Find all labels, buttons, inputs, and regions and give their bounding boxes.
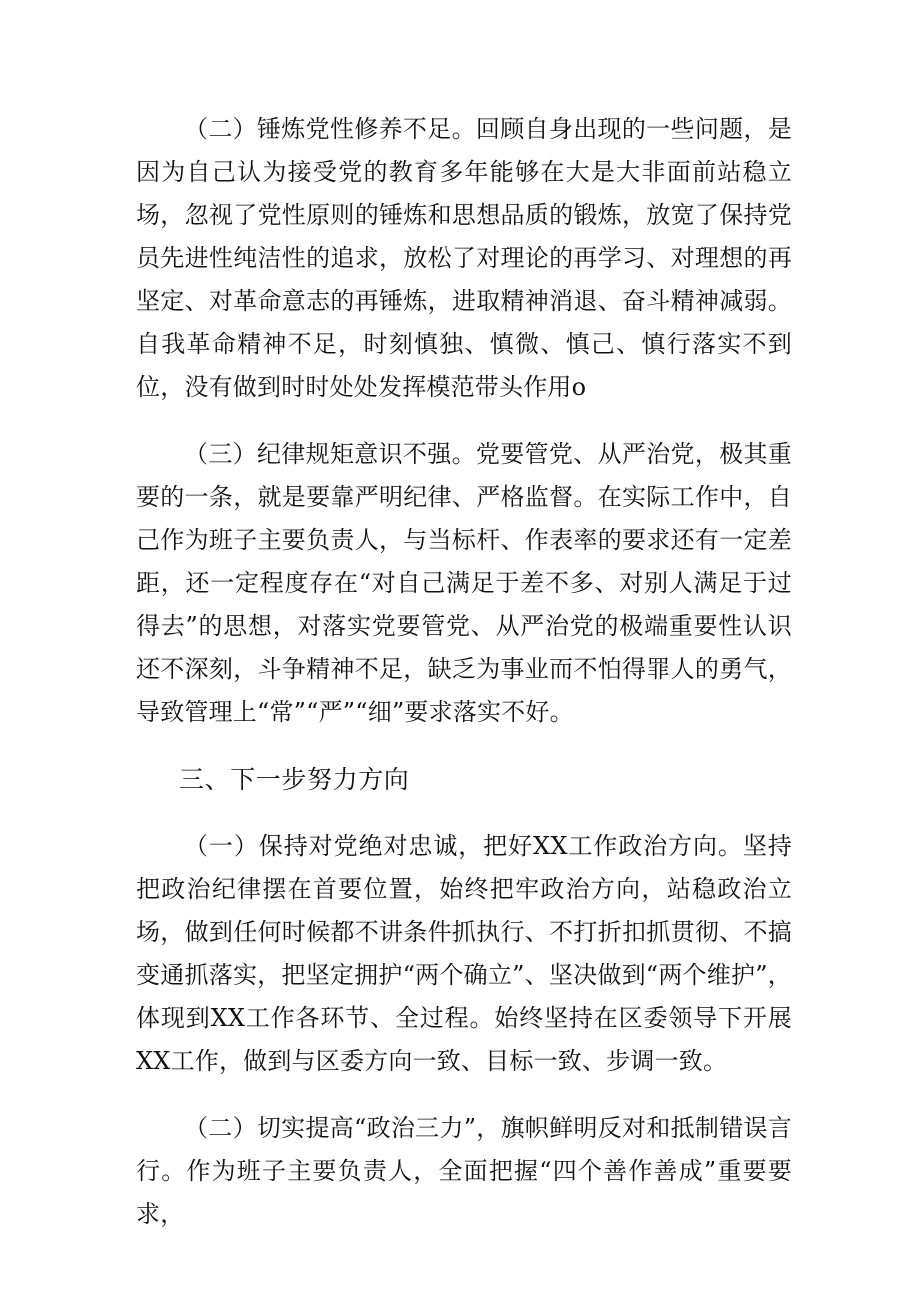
paragraph-loyalty-direction: （一）保持对党绝对忠诚，把好XX工作政治方向。坚持把政治纪律摆在首要位置，始终把牢政治方向，站稳政治立场，做到任何时候都不讲条件抓执行、不打折扣抓贯彻、不搞变通抓落实，把坚定拥护“两个确立”、坚决做到“两个维护”，体现到XX工作各环节、全过程。始终坚持在区委领导下开展XX工作，做到与区委方向一致、目标一致、步调一致。 <box>136 832 792 1075</box>
paragraph-political-ability: （二）切实提高“政治三力”，旗帜鲜明反对和抵制错误言行。作为班子主要负责人，全面把握“四个善作善成”重要要求， <box>136 1114 792 1228</box>
section-heading-next-steps: 三、下一步努力方向 <box>179 765 410 794</box>
paragraph-party-spirit-training: （二）锤炼党性修养不足。回顾自身出现的一些问题，是因为自己认为接受党的教育多年能够在大是大非面前站稳立场，忽视了党性原则的锤炼和思想品质的锻炼，放宽了保持党员先进性纯洁性的追求，放松了对理论的再学习、对理想的再坚定、对革命意志的再锤炼，进取精神消退、奋斗精神减弱。自我革命精神不足，时刻慎独、慎微、慎己、慎行落实不到位，没有做到时时处处发挥模范带头作用o <box>136 115 792 401</box>
paragraph-discipline-awareness: （三）纪律规矩意识不强。党要管党、从严治党，极其重要的一条，就是要靠严明纪律、严格监督。在实际工作中，自己作为班子主要负责人，与当标杆、作表率的要求还有一定差距，还一定程度存在“对自己满足于差不多、对别人满足于过得去”的思想，对落实党要管党、从严治党的极端重要性认识还不深刻，斗争精神不足，缺乏为事业而不怕得罪人的勇气，导致管理上“常”“严”“细”要求落实不好。 <box>136 440 792 726</box>
document-body <box>136 108 792 1260</box>
